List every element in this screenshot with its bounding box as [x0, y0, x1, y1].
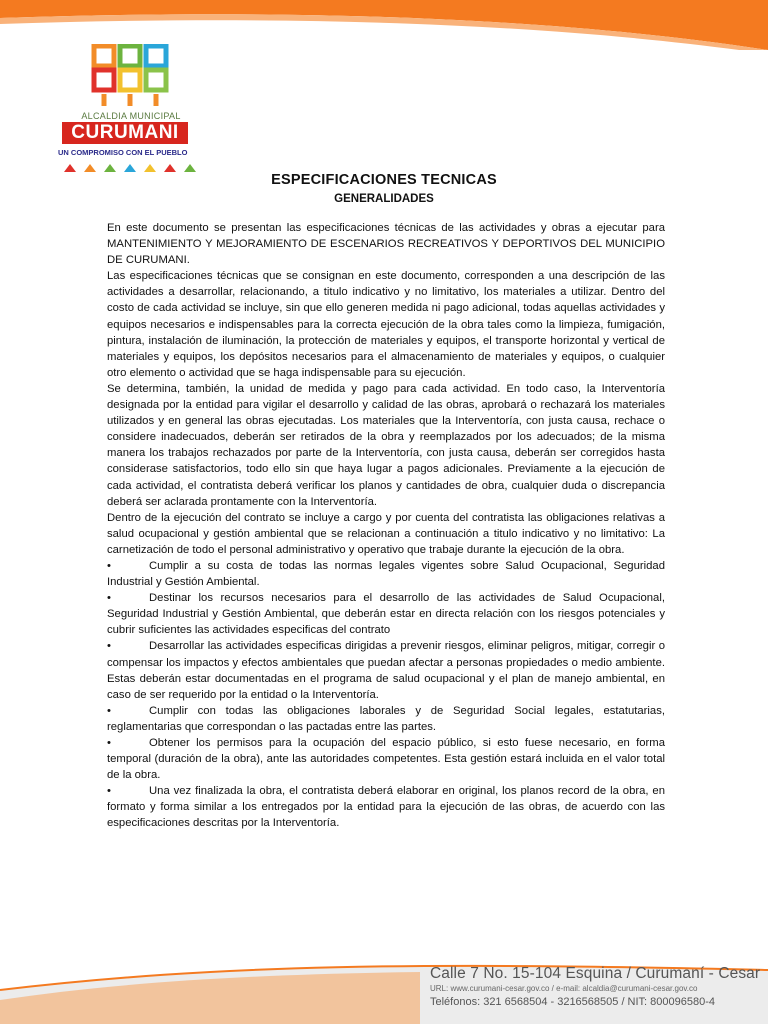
logo-municipality-name: CURUMANI	[62, 122, 188, 144]
footer-phones: Teléfonos: 321 6568504 - 3216568505 / NIT: 800096580-4	[430, 996, 716, 1008]
logo-emblem-icon	[86, 44, 176, 110]
paragraph: En este documento se presentan las especificaciones técnicas de las actividades y obras a ejecutar para MANTENIMIENTO Y MEJORAMIENTO DE ESCENARIOS RECREATIVOS Y DEPORTIVOS DEL MUNICIPIO DE CURUMANI.	[107, 222, 665, 267]
bullet-marker: •	[107, 737, 111, 749]
bullet-marker: •	[107, 640, 111, 653]
municipal-logo	[56, 44, 206, 178]
bullet-item	[107, 590, 665, 638]
bullet-item	[107, 783, 665, 831]
document-body	[107, 220, 665, 832]
bullet-marker: •	[107, 559, 111, 572]
bullet-text: Una vez finalizada la obra, el contratista deberá elaborar en original, los planos record de la obra, en formato y forma similar a los entregados por la entidad para la ejecución de las obras, de acuerdo con las especificaciones descritas por la Interventoría.	[107, 785, 665, 830]
bullet-text: Desarrollar las actividades especificas dirigidas a prevenir riesgos, eliminar peligros, mitigar, corregir o compensar los impactos y efectos ambientales que puedan afectar a personas propiedades o medio ambiente. Estas deberán estar documentadas en el programa de salud ocupacional y el plan de manejo ambiental, en caso de ser requerido por la entidad o la Interventoría.	[107, 640, 665, 701]
paragraph: Dentro de la ejecución del contrato se incluye a cargo y por cuenta del contratista las obligaciones relativas a salud ocupacional y gestión ambiental que se relacionan a continuación a titulo indicativo y no limitativo: La carnetización de todo el personal administrativo y operativo que trabaje durante la ejecución de la obra.	[107, 511, 665, 556]
bullet-text: Destinar los recursos necesarios para el desarrollo de las actividades de Salud Ocupacional, Seguridad Industrial y Gestión Ambiental, que deberán estar en directa relación con los riesgos potenciales y cubrir suficientes las actividades especificas del contrato	[107, 592, 665, 637]
bullet-item	[107, 735, 665, 783]
logo-alcaldia-text: ALCALDIA MUNICIPAL	[81, 111, 181, 121]
document-subtitle: GENERALIDADES	[334, 193, 434, 205]
header-orange-band	[0, 0, 768, 50]
bullet-marker: •	[107, 704, 111, 717]
logo-slogan: UN COMPROMISO CON EL PUEBLO	[58, 148, 188, 157]
bullet-marker: •	[107, 592, 111, 605]
footer-address: Calle 7 No. 15-104 Esquina / Curumaní - Cesar	[430, 965, 761, 982]
bullet-marker: •	[107, 785, 111, 798]
bullet-text: Obtener los permisos para la ocupación del espacio público, si esto fuese necesario, en forma temporal (duración de la obra), ante las autoridades competentes. Esta gestión estará incluida en el valor total de la obra.	[107, 737, 665, 782]
footer-urls: URL: www.curumani-cesar.gov.co / e-mail: alcaldia@curumani-cesar.gov.co	[430, 984, 698, 993]
document-title: ESPECIFICACIONES TECNICAS	[271, 172, 497, 188]
paragraph: Las especificaciones técnicas que se consignan en este documento, corresponden a una descripción de las actividades a desarrollar, relacionando, a titulo indicativo y no limitativo, los materiales a utilizar. Dentro del costo de cada actividad se incluye, sin que ello generen medida ni pago adicional, todas aquellas actividades y equipos necesarios e indispensables para la correcta ejecución de la obra tales como la limpieza, fumigación, pintura, instalación de iluminación, la protección de materiales y equipos, el transporte horizontal y vertical de materiales y equipos, los depósitos necesarios para el almacenamiento de materiales y equipos, o cualquier otro elemento o actividad que se haga indispensable para su ejecución.	[107, 270, 665, 379]
bullet-text: Cumplir con todas las obligaciones laborales y de Seguridad Social legales, estatutarias, reglamentarias que correspondan o las pactadas entre las partes.	[107, 704, 665, 733]
bullet-item	[107, 638, 665, 702]
paragraph: Se determina, también, la unidad de medida y pago para cada actividad. En todo caso, la Interventoría designada por la entidad para vigilar el desarrollo y calidad de las obras, aprobará o rechazará los materiales utilizados y en general las obras ejecutadas. Los materiales que la Interventoría, con justa causa, rechace o considere inadecuados, deberán ser retirados de la obra y reemplazados por los adecuados; de la misma manera los trabajos rechazados por parte de la Interventoría, con justa causa, deberán ser corregidos hasta considerase satisfactorios, todo ello sin que haya lugar a pagos adicionales. Previamente a la ejecución de cada actividad, el contratista deberá verificar los planos y cantidades de obra, cualquier duda o discrepancia deberá ser aclarada prontamente con la Interventoría.	[107, 382, 665, 508]
bullet-item	[107, 703, 665, 735]
footer-contact	[430, 964, 768, 1009]
bullet-text: Cumplir a su costa de todas las normas legales vigentes sobre Salud Ocupacional, Seguridad Industrial y Gestión Ambiental.	[107, 559, 665, 589]
bullet-item	[107, 558, 665, 590]
